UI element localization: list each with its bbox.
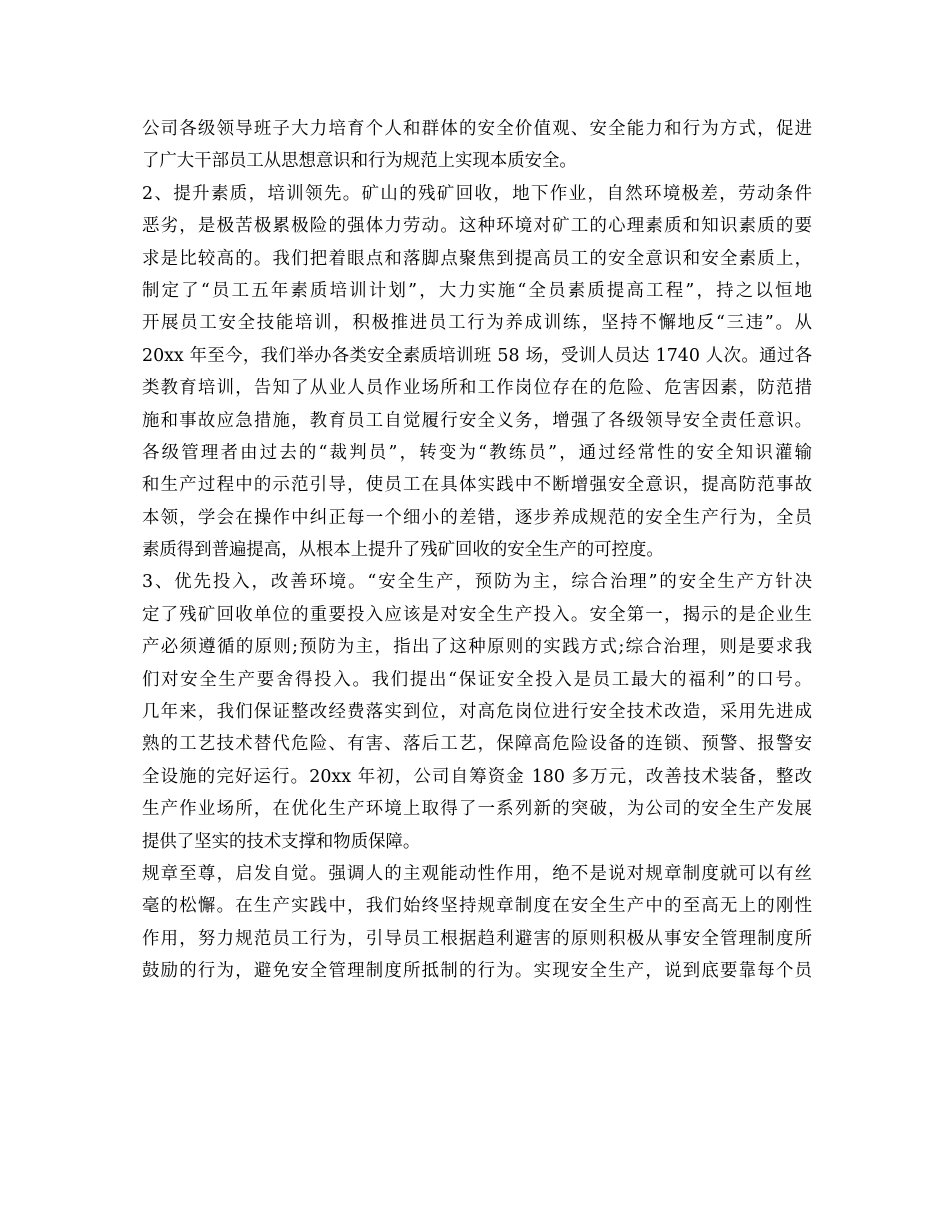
text-line: 几年来，我们保证整改经费落实到位，对高危岗位进行安全技术改造，采用先进成 [142, 702, 812, 723]
text-line: 作用，努力规范员工行为，引导员工根据趋利避害的原则积极从事安全管理制度所 [142, 928, 812, 949]
text-line: 3、优先投入，改善环境。“安全生产，预防为主，综合治理”的安全生产方针决 [142, 572, 812, 593]
text-line: 规章至尊，启发自觉。强调人的主观能动性作用，绝不是说对规章制度就可以有丝 [142, 863, 812, 884]
text-line: 求是比较高的。我们把着眼点和落脚点聚焦到提高员工的安全意识和安全素质上， [142, 248, 812, 269]
text-line: 20xx 年至今，我们举办各类安全素质培训班 58 场，受训人员达 1740 人次。通过各 [142, 345, 812, 366]
text-line: 了广大干部员工从思想意识和行为规范上实现本质安全。 [142, 151, 577, 172]
text-line: 提供了坚实的技术支撑和物质保障。 [142, 831, 421, 852]
text-line: 生产作业场所，在优化生产环境上取得了一系列新的突破，为公司的安全生产发展 [142, 799, 812, 820]
text-line: 施和事故应急措施，教育员工自觉履行安全义务，增强了各级领导安全责任意识。 [142, 410, 812, 431]
text-line: 2、提升素质，培训领先。矿山的残矿回收，地下作业，自然环境极差，劳动条件 [142, 183, 812, 204]
text-line: 类教育培训，告知了从业人员作业场所和工作岗位存在的危险、危害因素，防范措 [142, 378, 812, 399]
text-line: 开展员工安全技能培训，积极推进员工行为养成训练，坚持不懈地反“三违”。从 [142, 313, 812, 334]
text-line: 和生产过程中的示范引导，使员工在具体实践中不断增强安全意识，提高防范事故 [142, 475, 812, 496]
text-line: 恶劣，是极苦极累极险的强体力劳动。这种环境对矿工的心理素质和知识素质的要 [142, 216, 812, 237]
text-line: 全设施的完好运行。20xx 年初，公司自筹资金 180 多万元，改善技术装备，整改 [142, 766, 812, 787]
text-line: 定了残矿回收单位的重要投入应该是对安全生产投入。安全第一，揭示的是企业生 [142, 604, 812, 625]
text-line: 各级管理者由过去的“裁判员”，转变为“教练员”，通过经常性的安全知识灌输 [142, 442, 812, 463]
text-line: 们对安全生产要舍得投入。我们提出“保证安全投入是员工最大的福利”的口号。 [142, 669, 812, 690]
text-line: 公司各级领导班子大力培育个人和群体的安全价值观、安全能力和行为方式，促进 [142, 119, 812, 139]
text-line: 鼓励的行为，避免安全管理制度所抵制的行为。实现安全生产，说到底要靠每个员 [142, 961, 812, 982]
text-line: 毫的松懈。在生产实践中，我们始终坚持规章制度在安全生产中的至高无上的刚性 [142, 896, 812, 917]
text-line: 产必须遵循的原则;预防为主，指出了这种原则的实践方式;综合治理，则是要求我 [142, 637, 812, 658]
text-line: 本领，学会在操作中纠正每一个细小的差错，逐步养成规范的安全生产行为，全员 [142, 507, 812, 528]
document-body [142, 113, 812, 988]
text-line: 熟的工艺技术替代危险、有害、落后工艺，保障高危险设备的连锁、预警、报警安 [142, 734, 812, 755]
text-line: 素质得到普遍提高，从根本上提升了残矿回收的安全生产的可控度。 [142, 540, 664, 561]
text-line: 制定了“员工五年素质培训计划”，大力实施“全员素质提高工程”，持之以恒地 [142, 280, 812, 301]
